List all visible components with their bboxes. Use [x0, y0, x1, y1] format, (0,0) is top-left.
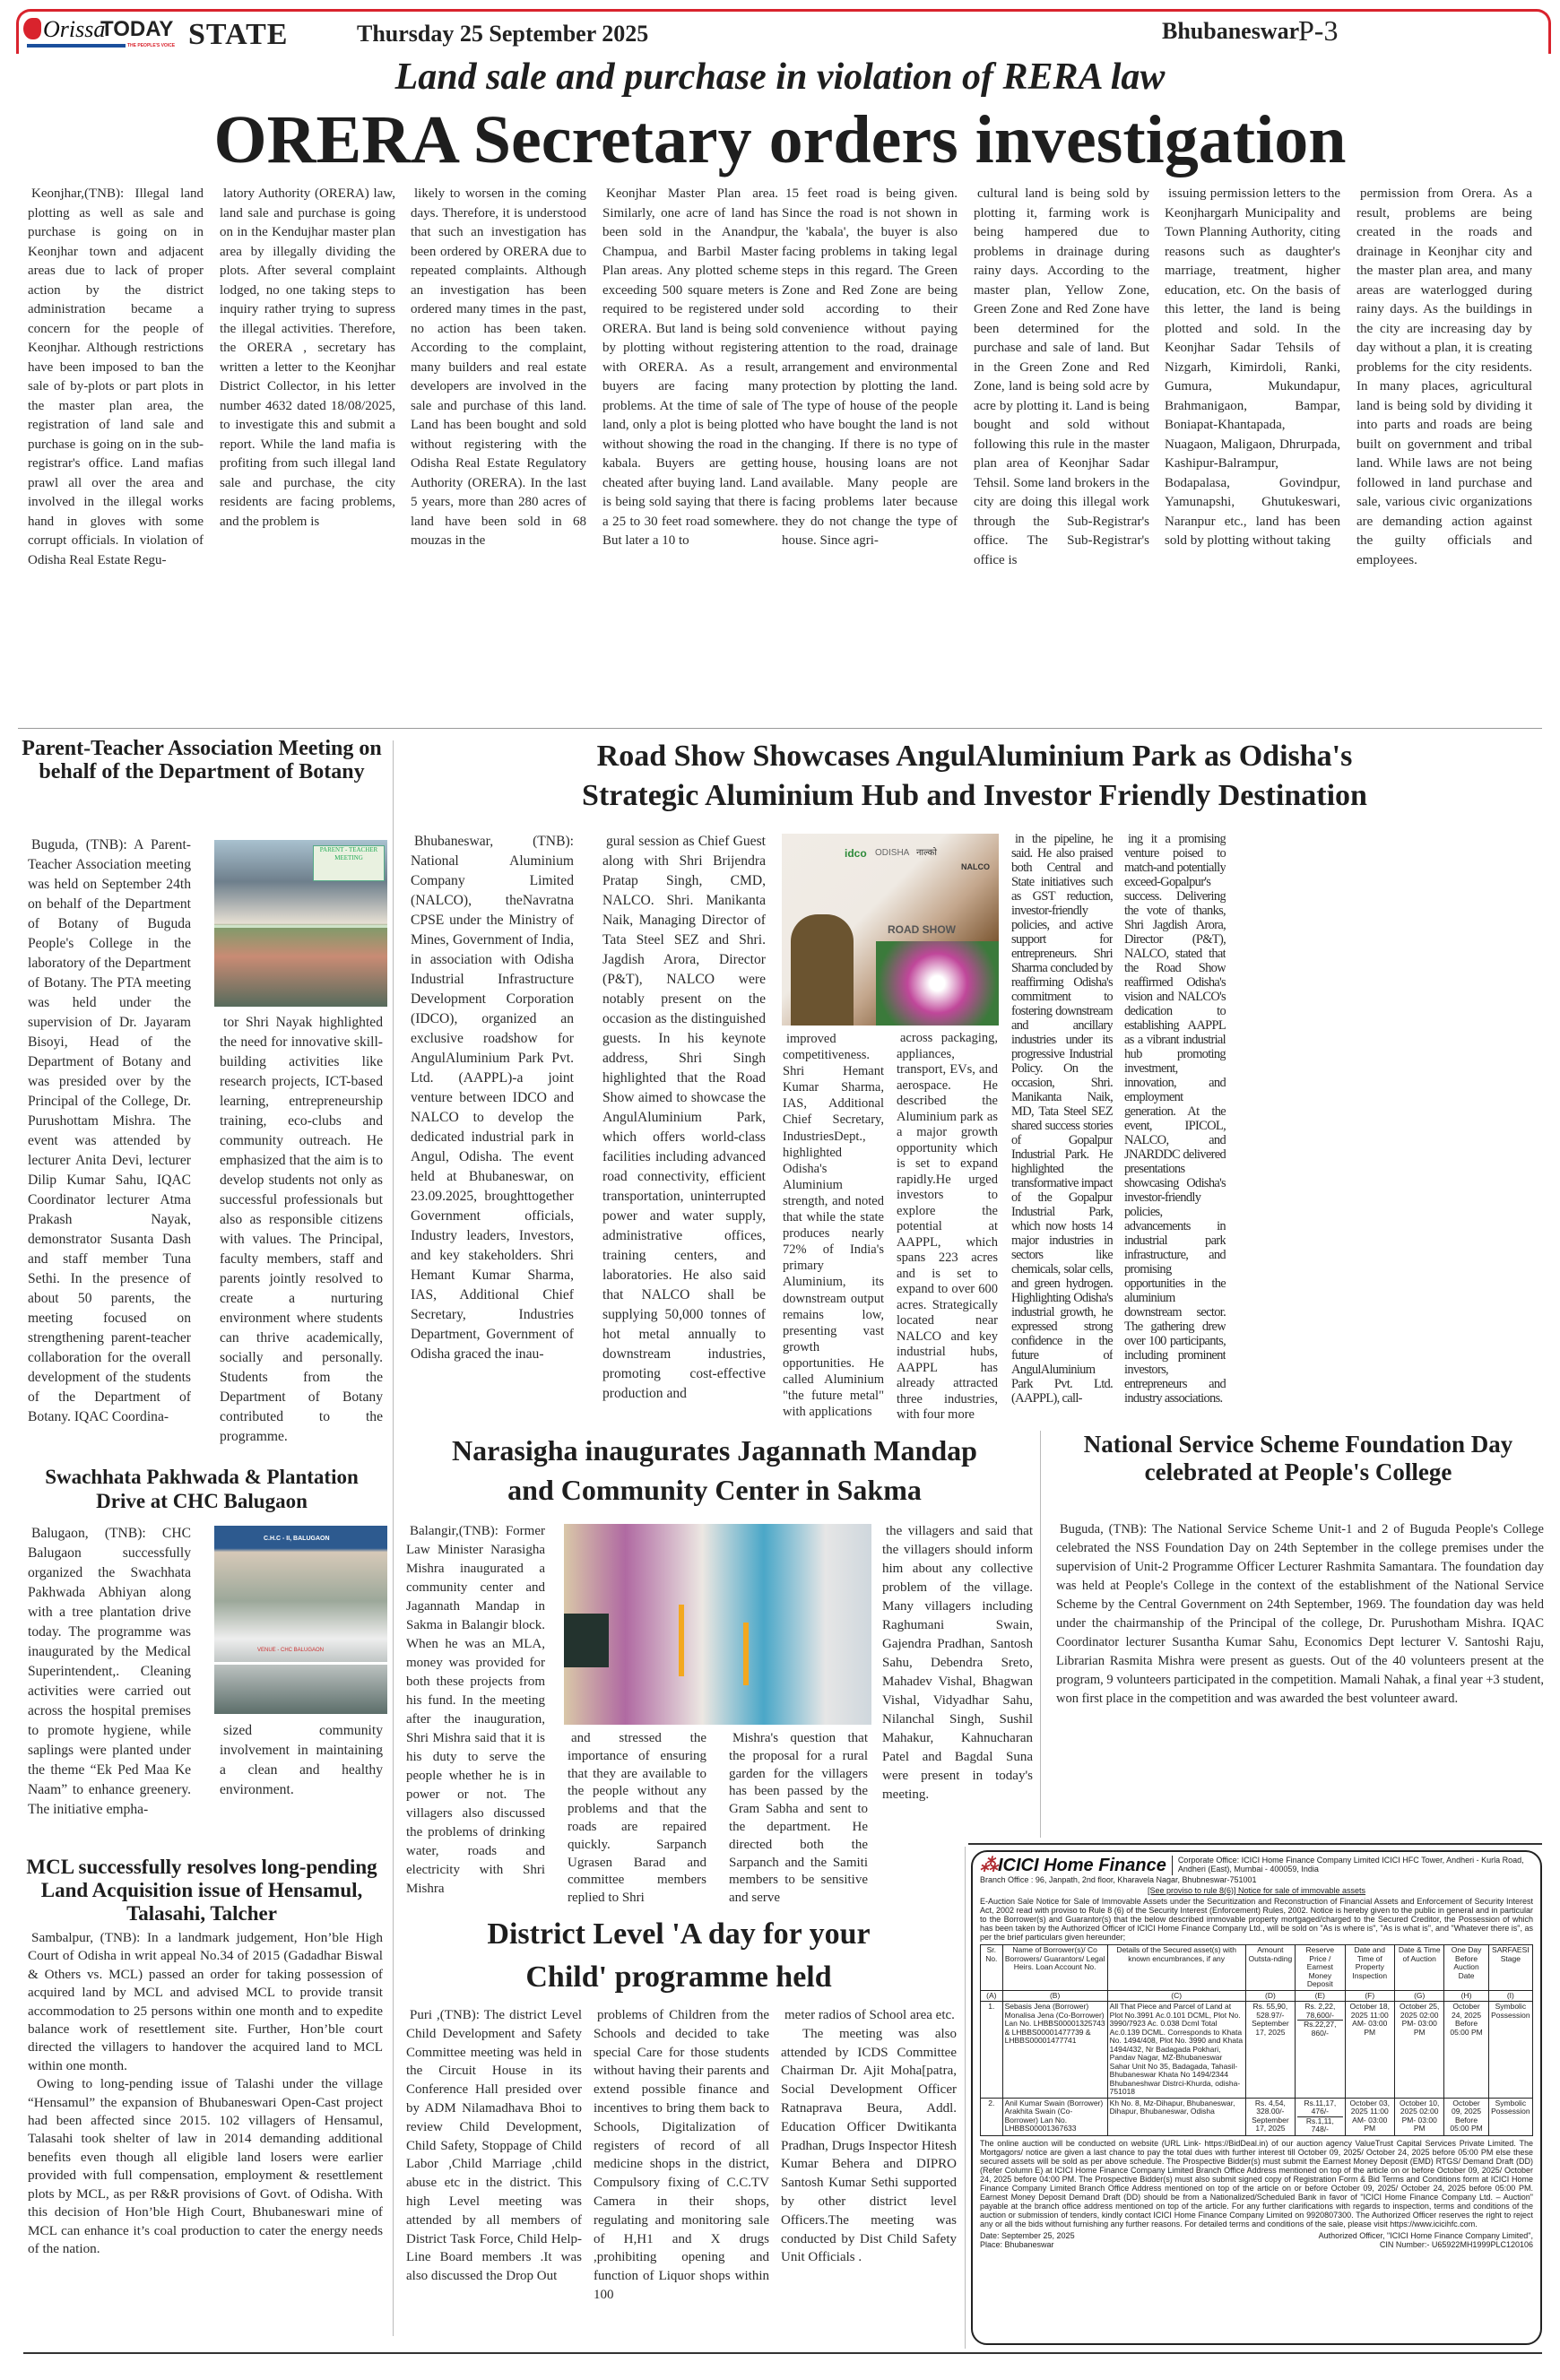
garland — [743, 1623, 749, 1685]
garland — [679, 1605, 684, 1676]
narasigha-column-2: and stressed the importance of ensuring that they are available to the people without any problems and that the roads are repaired quickly. Sarpanch Ugrasen Barad and committee members replied to Shri — [568, 1731, 706, 1906]
roadshow-headline-line-2: Strategic Aluminium Hub and Investor Friendly Destination — [582, 779, 1367, 812]
nalco-logo-text: NALCO — [961, 862, 990, 871]
table-column-letter: (F) — [1345, 1990, 1394, 2002]
cell-asset: All That Piece and Parcel of Land at Plot No.3991 Ac.0.101 DCML, Plot No. 3990/7923 Ac. 0.038 Dcml Total Ac.0.139 DCML. Corresponds to Khata No. 1494/408, Plot No. 3990 and Khata 1494/432, Nr Badagada Pokhari, Pandav Nagar, MZ-Bhubaneswar Sahar Unit No 35, Badagada, Tahasil- Bhubaneswar Khata No 1494/2344 Bhubaneshwar Distrci-Khurda, odisha- 751018 — [1107, 2002, 1245, 2099]
roadshow-speaker-photo — [782, 834, 999, 1026]
table-column-letter: (C) — [1107, 1990, 1245, 2002]
lead-headline: ORERA Secretary orders investigation — [213, 102, 1347, 177]
cell-amount: Rs. 4,54, 328.00/- September 17, 2025 — [1245, 2098, 1295, 2135]
lead-kicker: Land sale and purchase in violation of RERA law — [394, 56, 1166, 98]
cell-auction: October 10, 2025 02:00 PM- 03:00 PM — [1394, 2098, 1443, 2135]
column-rule — [965, 1847, 966, 2349]
cell-inspection: October 18, 2025 11:00 AM- 03:00 PM — [1345, 2002, 1394, 2099]
divider — [18, 728, 1542, 729]
cell-reserve — [1296, 2098, 1345, 2135]
notice-place: Place: Bhubaneswar — [980, 2239, 1054, 2249]
lead-column-4: Keonjhar Master Plan area. Similarly, one acre of land has been sold in the Anandpur, Champua, and Barbil Master Plan areas. Any plotted scheme exceeding 500 square meters is required to be registered under ORERA. But land is being sold by plotting without registering with ORERA. As a result, buyers are facing many problems. At the time of sale of land, only a plot is being plotted without showing the road in the kabala. Buyers are getting cheated after buying land. Land is being sold saying that there is a 25 to 30 feet road somewhere. But later a 10 to — [602, 186, 778, 548]
cell-inspection: October 03, 2025 11:00 AM- 03:00 PM — [1345, 2098, 1394, 2135]
table-header: Date & Time of Auction — [1394, 1945, 1443, 1991]
narasigha-inauguration-photo — [564, 1524, 871, 1725]
odisha-logo-text: ODISHA — [875, 848, 910, 858]
photo-signboard-text: C.H.C - II, BALUGAON — [264, 1536, 330, 1542]
cell-sr: 1. — [981, 2002, 1003, 2099]
roadshow-headline-line-1: Road Show Showcases AngulAluminium Park as Odisha's — [596, 740, 1353, 773]
table-column-letter: (A) — [981, 1990, 1003, 2002]
roadshow-column-6: ing it a promising venture poised to match-and potentially exceed-Gopalpur's success. Delivering the vote of thanks, Shri Jagdish Arora, Director (P&T), NALCO, stated that the Road Show reaffirmed Odisha's vision and NALCO's dedication to establishing AAPPL as a vibrant industrial hub promoting investment, innovation, and employment generation. At the event, IPICOL, NALCO, and JNARDDC delivered presentations showcasing Odisha's investor-friendly policies, advancements in industrial park infrastructure, and promising opportunities in the aluminium downstream sector. The gathering drew over 100 participants, including prominent investors, entrepreneurs and industry associations. — [1124, 832, 1226, 1406]
pta-column-1: Buguda, (TNB): A Parent-Teacher Association meeting was held on September 24th on behalf of the Department of Botany of Buguda People's College in the laboratory of the Department of Botany. The PTA meeting was held under the supervision of Dr. Jayaram Bisoyi, Head of the Department of Botany and was presided over by the Principal of the College, Dr. Purushottam Mishra. The event was attended by lecturer Anita Devi, lecturer Dilip Kumar Sahu, IQAC Coordinator lecturer Atma Prakash Nayak, demonstrator Susanta Dash and staff member Tuna Sethi. In the presence of about 50 parents, the meeting focused on strengthening parent-teacher collaboration for the overall development of the students of the Department of Botany. IQAC Coordina- — [28, 837, 191, 1424]
icici-auction-notice-ad — [971, 1850, 1542, 2345]
lead-column-3: likely to worsen in the coming days. Therefore, it is understood that such an investigation has been ordered by ORERA due to repeated complaints. Although an investigation has been ordered many times in the past, no action has been taken. According to the complaint, many builders and real estate developers are involved in the sale and purchase of this land. Land has been bought and sold without registering with the Odisha Real Estate Regulatory Authority (ORERA). In the last 5 years, more than 280 acres of land have been sold in 68 mouzas in the — [411, 186, 586, 548]
childday-headline — [396, 1913, 961, 2003]
chc-balugaon-photo — [214, 1526, 387, 1714]
cell-before: October 09, 2025 Before 05:00 PM — [1444, 2098, 1488, 2135]
lead-column-1: Keonjhar,(TNB): Illegal land plotting as well as sale and purchase is going on in Keonjhar town and adjacent areas due to lack of proper action by the district administration became a concern for the people of Keonjhar. Although restrictions have been imposed to ban the sale of by-plots or part plots in the master plan area, the registration of land sale and purchase is going on in the sub-registrar's office. Land mafias prawl all over the area and involved in the illegal works hand in gloves with some corrupt officials. In violation of Odisha Real Estate Regu- — [28, 186, 204, 567]
speaker-figure — [791, 914, 854, 1026]
logo-script-text: Orissa — [43, 16, 106, 42]
table-column-letter: (D) — [1245, 1990, 1295, 2002]
corporate-office-address: Corporate Office: ICICI Home Finance Company Limited ICICI HFC Tower, Andheri - Kurla Road, Andheri (East), Mumbai - 400059, India — [1177, 1856, 1524, 1874]
narasigha-headline-line-1: Narasigha inaugurates Jagannath Mandap — [452, 1434, 977, 1467]
swachhata-column-2: sized community involvement in maintaining a clean and healthy environment. — [220, 1723, 383, 1797]
reserve-price: Rs. 2,22, 78,600/- — [1297, 2003, 1342, 2021]
auction-table — [980, 1944, 1533, 2136]
cell-sr: 2. — [981, 2098, 1003, 2135]
cell-amount: Rs. 55,90, 528.97/- September 17, 2025 — [1245, 2002, 1295, 2099]
cell-stage: Symbolic Possession — [1488, 2098, 1532, 2135]
newspaper-logo[interactable] — [23, 16, 176, 52]
photo-banner-text: PARENT - TEACHER MEETING — [313, 845, 385, 881]
cell-auction: October 25, 2025 02:00 PM- 03:00 PM — [1394, 2002, 1443, 2099]
idco-logo-text: idco — [845, 847, 867, 860]
narasigha-column-3: Mishra's question that the proposal for a rural garden for the villagers has been passed by the Gram Sabha and sent to the department. He directed both the Sarpanch and the Samiti members to be sensitive and serve — [729, 1731, 868, 1906]
narasigha-column-1: Balangir,(TNB): Former Law Minister Narasigha Mishra inaugurated a community center and Jagannath Mandap in Sakma in Balangir block. When he was an MLA, money was provided for both these projects from his fund. In the meeting after the inauguration, Shri Mishra said that it is his duty to serve the people whether he is in power or not. The villagers also discussed the problems of drinking water, roads and electricity with Shri Mishra — [406, 1524, 545, 1896]
cell-borrower: Sebasis Jena (Borrower) Monalisa Jena (Co-Borrower) Lan No. LHBBS00001325743 & LHBBS00001477739 & LHBBS00001477741 — [1002, 2002, 1107, 2099]
roadshow-column-1: Bhubaneswar, (TNB): National Aluminium Company Limited (NALCO), theNavratna CPSE under the Ministry of Mines, Government of India, in association with Odisha Industrial Infrastructure Development Corporation (IDCO), organized an exclusive roadshow for AngulAluminium Park Pvt. Ltd. (AAPPL)-a joint venture between IDCO and NALCO to develop the dedicated industrial park in Angul, Odisha. The event held at Bhubaneswar, on 23.09.2025, broughttogether Government officials, Industry leaders, Investors, and key stakeholders. Shri Hemant Kumar Sharma, IAS, Additional Chief Secretary, Industries Department, Government of Odisha graced the inau- — [411, 834, 574, 1362]
childday-column-2: problems of Children from the Schools and decided to take special Care for those students without having their parents and extend possible finance and incentives to bring them back to Schools, Digitalization of registers of record of all medicine shops in the district, Compulsory fixing of C.C.TV Camera in their shops, regulating and monitoring sale of H,H1 and X drugs ,prohibiting opening and function of Liquor shops within 100 — [594, 2008, 769, 2302]
table-header: Name of Borrower(s)/ Co Borrowers/ Guarantors/ Legal Heirs. Loan Account No. — [1002, 1945, 1107, 1991]
cell-reserve — [1296, 2002, 1345, 2099]
cell-before: October 24, 2025 Before 05:00 PM — [1444, 2002, 1488, 2099]
signature-block — [980, 2231, 1533, 2249]
authorized-officer: Authorized Officer, "ICICI Home Finance Company Limited", — [1318, 2230, 1533, 2240]
lead-column-2: latory Authority (ORERA) law, land sale and purchase is going on in the Kendujhar master plan area by illegally dividing the plots. After several complaint lodged, no one taking steps to inquiry rather trying to supress the illegal activities. Therefore, the ORERA , secretary has written a letter to the Keonjhar District Collector, in his letter number 4632 dated 18/08/2025, to investigate this and submit a report. While the land mafia is profiting from such illegal land sale and purchase, the city residents are facing problems, and the problem is — [220, 186, 395, 529]
earnest-money-deposit: Rs.1,11, 748/- — [1305, 2116, 1334, 2133]
table-header: Sr. No. — [981, 1945, 1003, 1991]
reserve-price: Rs.11,17, 476/- — [1297, 2099, 1342, 2117]
roadshow-column-2: gural session as Chief Guest along with Shri Brijendra Pratap Singh, CMD, NALCO. Shri. Manikanta Naik, Managing Director of Tata Steel SEZ and Shri. Jagdish Arora, Director (P&T), NALCO were notably present on the occasion as the distinguished guests. In his keynote address, Shri Singh highlighted that the Road Show aimed to showcase the AngulAluminium Park, which offers world-class facilities including advanced road connectivity, efficient transportation, uninterrupted power and water supply, administrative offices, training centers, and laboratories. He also said that NALCO shall be supplying 50,000 tonnes of hot metal annually to downstream industries, promoting cost-effective production and — [602, 834, 766, 1401]
childday-headline-line-1: District Level 'A day for your — [487, 1917, 871, 1951]
edition-city: Bhubaneswar — [1162, 18, 1300, 44]
narasigha-column-4: the villagers and said that the villagers should inform him about any collective problem of the village. Many villagers including Raghumani Swain, Gajendra Pradhan, Santosh Sahu, Debendra Sreto, Mahadev Vishal, Bhagwan Vishal, Vidyadhar Sahu, Nilanchal Singh, Sushil Mahakur, Kahnucharan Patel and Bagdal Suna were present in today's meeting. — [882, 1524, 1033, 1802]
narasigha-headline-line-2: and Community Center in Sakma — [507, 1474, 922, 1506]
nss-article-body: Buguda, (TNB): The National Service Scheme Unit-1 and 2 of Buguda People's College celebrated the NSS Foundation Day on 24th September in the college premises under the supervision of Unit-2 Programme Officer Lecturer Rashmita Samantara. The foundation day was held at People's College in the context of the establishment of the National Service Scheme by the Central Government on 24th September, 1969. The foundation day was held under the chairmanship of the Principal of the college, Dr. Purushotham Mishra. IQAC Coordinator lecturer Susantha Kumar Sahu, Economics Dept lecturer V. Santoshi Raju, Librarian Rasmita Mishra were present as guests. Out of the 40 volunteers present at the program, 9 volunteers participated in the competition. Mamali Nahak, a final year +3 student, won first place in the competition and was awarded the best volunteer award. — [1056, 1522, 1544, 1706]
mcl-headline: MCL successfully resolves long-pending Land Acquisition issue of Hensamul, Talasahi, Talcher — [26, 1856, 377, 1925]
lead-column-6: cultural land is being sold by plotting it, farming work is being hampered due to problems in drainage during rainy days. According to the master plan, Yellow Zone, Green Zone and Red Zone have been determined for the purchase and sale of land. But in the Green Zone and Red Zone, land is being sold acre by acre by plotting it. Land is being bought and sold without following this rule in the master plan area of Keonjhar Sadar Tehsil. Some land brokers in the city are doing this illegal work through the Sub-Registrar's office. The Sub-Registrar's office is — [974, 186, 1149, 567]
logo-tagline: THE PEOPLE'S VOICE — [127, 43, 176, 48]
pta-column-2: tor Shri Nayak highlighted the need for innovative skill-building activities like research projects, ICT-based learning, entrepreneurship training, eco-clubs and community outreach. He emphasized that the aim is to develop students not only as successful professionals but also as responsible citizens with values. The Principal, faculty members, staff and parents jointly resolved to create a nurturing environment where students can thrive academically, socially and personally. Students from the Department of Botany contributed to the programme. — [220, 1015, 383, 1444]
divider — [968, 1843, 1542, 1845]
table-column-letter: (G) — [1394, 1990, 1443, 2002]
nss-headline: National Service Scheme Foundation Day celebrated at People's College — [1083, 1431, 1513, 1485]
logo-bold-text: TODAY — [100, 17, 174, 41]
column-rule — [393, 740, 394, 2336]
childday-headline-line-2: Child' programme held — [525, 1960, 832, 1994]
table-column-letter: (H) — [1444, 1990, 1488, 2002]
notice-intro: E-Auction Sale Notice for Sale of Immovable Assets under the Securitization and Reconstruction of Financial Assets and Enforcement of Security Interest Act, 2002 read with proviso to Rule 8 (6) of the Security Interest (Enforcement) Rules, 2002. Notice is hereby given to the public in general and in particular to the Borrower(s) and Guarantor(s) that the below described immovable property mortgaged/charged to the Secured Creditor, the Possession of which has been taken by the Authorized Officer of ICICI Home Finance Company Ltd., will be sold on "As is where is", "As is what is", and "Whatever there is", as per the brief particulars given hereunder; — [980, 1897, 1533, 1942]
photo-banner-text: VENUE - CHC BALUGAON — [257, 1648, 325, 1653]
table-header: Reserve Price / Earnest Money Deposit — [1296, 1945, 1345, 1991]
road-show-banner-text: ROAD SHOW — [888, 923, 956, 936]
childday-column-1: Puri ,(TNB): The district Level Child Development and Safety Committee meeting was held in the Circuit House in its Conference Hall presided over by ADM Nilamadhava Bhoi to review Child Development, Child Safety, Stoppage of Child Labor ,Child Marriage ,child abuse etc in the district. This high Level meeting was attended by all members of District Task Force, Child Help-Line Board members .It was also discussed the Drop Out — [406, 2008, 582, 2284]
cell-asset: Kh No. 8, Mz-Dihapur, Bhubaneswar, Dihapur, Bhubaneswar, Odisha — [1107, 2098, 1245, 2135]
cell-borrower: Anil Kumar Swain (Borrower) Arakhita Swain (Co-Borrower) Lan No. LHBBS00001367633 — [1002, 2098, 1107, 2135]
earnest-money-deposit: Rs.22,27, 860/- — [1304, 2020, 1337, 2038]
nalco-hindi-logo-text: नाल्को — [916, 848, 937, 858]
table-row — [981, 2098, 1533, 2135]
page-bottom-rule — [23, 2352, 1542, 2354]
roadshow-column-5: in the pipeline, he said. He also praised both Central and State initiatives such as GST reduction, investor-friendly policies, and active support for entrepreneurs. Shri Sharma concluded by reaffirming Odisha's commitment to fostering downstream and ancillary industries under its progressive Industrial Policy. On the occasion, Shri. Manikanta Naik, MD, Tata Steel SEZ shared success stories of Gopalpur Industrial Park. He highlighted the transformative impact of the Gopalpur Industrial Park, which now hosts 14 major industries in sectors like chemicals, solar cells, and green hydrogen. Highlighting Odisha's industrial growth, he expressed strong confidence in the future of AngulAluminium Park Pvt. Ltd. (AAPPL), call- — [1011, 832, 1113, 1406]
cell-stage: Symbolic Possession — [1488, 2002, 1532, 2099]
icici-brand — [980, 1856, 1173, 1875]
roadshow-column-4: across packaging, appliances, transport, EVs, and aerospace. He described the Aluminium park as a major growth opportunity which is set to expand rapidly.He urged investors to explore the potential at AAPPL, which spans 223 acres and is set to expand to over 600 acres. Strategically located near NALCO and key industrial hubs, AAPPL has already attracted three industries, with four more — [897, 1031, 998, 1422]
pta-headline: Parent-Teacher Association Meeting on behalf of the Department of Botany — [22, 737, 382, 783]
cin-number: CIN Number:- U65922MH1999PLC120106 — [1379, 2239, 1533, 2249]
swachhata-column-1: Balugaon, (TNB): CHC Balugaon successfully organized the Swachhata Pakhwada Abhiyan along with a tree plantation drive today. The programme was inaugurated by the Medical Superintendent,. Cleaning activities were carried out across the hospital premises to promote hygiene, while saplings were planted under the theme “Ek Ped Maa Ke Naam” to enhance greenery. The initiative empha- — [28, 1526, 191, 1817]
logo-underline-bar — [27, 44, 126, 48]
table-header: One Day Before Auction Date — [1444, 1945, 1488, 1991]
section-name: STATE — [188, 18, 289, 51]
pta-meeting-photo — [214, 840, 387, 1007]
table-header: SARFAESI Stage — [1488, 1945, 1532, 1991]
roadshow-column-3: improved competitiveness. Shri Hemant Kumar Sharma, IAS, Additional Chief Secretary, IndustriesDept., highlighted Odisha's Aluminium strength, and noted that while the state produces nearly 72% of India's primary Aluminium, its downstream output remains low, presenting vast growth opportunities. He called Aluminium "the future metal" with applications — [783, 1032, 884, 1420]
lead-column-8: permission from Orera. As a result, problems are being created in the roads and drainage in Keonjhar city and the master plan area, and many areas are waterlogged during rainy days. As the buildings in the city are increasing day by day without a plan, it is creating problems for the city residents. In many places, agricultural land is being sold by dividing it into parts and roads are being built on government and tribal land. While laws are not being followed in land purchase and sale, various civic organizations are demanding action against the guilty officials and employees. — [1356, 186, 1532, 567]
table-header: Amount Outsta-nding — [1245, 1945, 1295, 1991]
icici-logo-icon: ⁂ — [980, 1856, 998, 1875]
odisha-map-icon — [23, 18, 41, 39]
childday-column-3: meter radios of School area etc. The meeting was also attended by ICDS Committee Chairman Dr. Ajit Moha[patra, Social Development Officer Ratnaprava Beura, Addl. Education Officer Dwitikanta Pradhan, Drugs Inspector Hitesh Kumar Behera and DIPRO Santosh Kumar Sethi supported by other district level Officers.The meeting was conducted by Dist Child Safety Unit Officials . — [781, 2008, 957, 2265]
table-column-letter: (I) — [1488, 1990, 1532, 2002]
lead-column-7: issuing permission letters to the Keonjhargarh Municipality and Town Planning Authority, citing reasons such as daughter's marriage, treatment, higher education, etc. On the basis of this letter, the land is being plotted and sold. In the Keonjhar Sadar Tehsils of Nizgarh, Kimirdoli, Ranki, Gumura, Mukundapur, Brahmanigaon, Bampar, Boniapat-Khantapada, Nuagaon, Maligaon, Dhrurpada, Kashipur-Balrampur, Bodapalasa, Govindpur, Yamunapshi, Ghutukeswari, Naranpur etc., land has been sold by plotting without taking — [1165, 186, 1340, 548]
notice-title: [See proviso to rule 8(6)] Notice for sale of immovable assets — [1147, 1886, 1366, 1895]
flower-arrangement — [876, 941, 999, 1026]
notice-footer: The online auction will be conducted on website (URL Link- https://BidDeal.in) of our auction agency ValueTrust Capital Services Private Limited. The Mortgagors/ notice are given a last chance to pay the total dues with further interest till October 09, 2025/ October 24, 2025 before 05:00 PM else these secured assets will be sold as per above schedule. The Prospective Bidder(s) must submit the Earnest Money Deposit (EMD) RTGS/ Demand Draft (DD) (Refer Column E) at ICICI Home Finance Company Limited Branch Office Address mentioned on top of the article on or before October 09, 2025/ October 24, 2025 before 04:00 PM. The Prospective Bidder(s) must also submit signed copy of Registration Form & Bid Terms and Conditions form at ICICI Home Finance Company Limited Branch Office Address mentioned on top of the article on or before October 09, 2025/ October 24, 2025 before 05:00 PM. Earnest Money Deposit Demand Draft (DD) should be from a Nationalized/Scheduled Bank in favor of "ICICI Home Finance Company Ltd. – Auction" payable at the branch office address mentioned on top of the article. For any further clarifications with regards to inspection, terms and conditions of the auction or submission of tenders, kindly contact ICICI Home Finance Company Limited on 9920807300. The Authorized Officer reserves the right to reject any or all the bids without furnishing any further reasons. For detailed terms and conditions of the sale, please visit https://www.icicihfc.com. — [980, 2138, 1533, 2229]
branch-office-address: Branch Office : 96, Janpath, 2nd floor, Kharavela Nagar, Bhubneswar-751001 — [980, 1875, 1257, 1884]
roadshow-headline — [396, 737, 1553, 825]
table-row — [981, 2002, 1533, 2099]
column-rule — [1040, 1431, 1041, 1838]
table-column-letter: (B) — [1002, 1990, 1107, 2002]
narasigha-headline — [396, 1431, 1033, 1515]
mcl-article-body: Sambalpur, (TNB): In a landmark judgement, Hon’ble High Court of Odisha in writ appeal No.34 of 2015 (Gadadhar Biswal & Others vs. MCL) passed an order for taking possession of acquired land by MCL and advised MCL to provide transit accommodation to 25 persons within one month and to expedite balance work of resettlement site. Further, Hon’ble court directed the villagers to handover the acquired land to MCL within one month. Owing to long-pending issue of Talashi under the village “Hensamul” the expansion of Bhubaneswari Open-Cast project had been affected since 2015. 102 villagers of Hensamul, Talasahi took shelter of law in 2014 demanding additional benefits even though all eligible land losers were earlier provided with full compensation, employment & resettlement plots by MCL, as per R&R provisions of Govt. of Odisha. With this decision of Hon’ble High Court, Bhubaneswari mine of MCL can enhance it’s coal production to cater the energy needs of the nation. — [28, 1930, 383, 2256]
table-header: Details of the Secured asset(s) with known encumbrances, if any — [1107, 1945, 1245, 1991]
plaque — [564, 1614, 609, 1667]
page-number: P-3 — [1298, 14, 1339, 47]
icici-brand-text: ICICI Home Finance — [998, 1856, 1166, 1875]
table-header: Date and Time of Property Inspection — [1345, 1945, 1394, 1991]
lead-column-5: 15 feet road is being given. Since the road is not shown in the 'kabala', the buyer is also facing problems in taking legal steps in this regard. The Green Zone and Red Zone are being sold according to their convenience without paying attention to the road, drainage arrangement and environmental protection by plotting the land. The type of house of the people who have bought the land is not changing. If there is no type of house, housing loans are not available. Many people are facing problems later because they do not change the type of house. Since agri- — [782, 186, 958, 548]
notice-date: Date: September 25, 2025 — [980, 2230, 1075, 2240]
swachhata-headline: Swachhata Pakhwada & Plantation Drive at CHC Balugaon — [45, 1466, 359, 1512]
issue-date: Thursday 25 September 2025 — [357, 21, 649, 47]
table-column-letter: (E) — [1296, 1990, 1345, 2002]
